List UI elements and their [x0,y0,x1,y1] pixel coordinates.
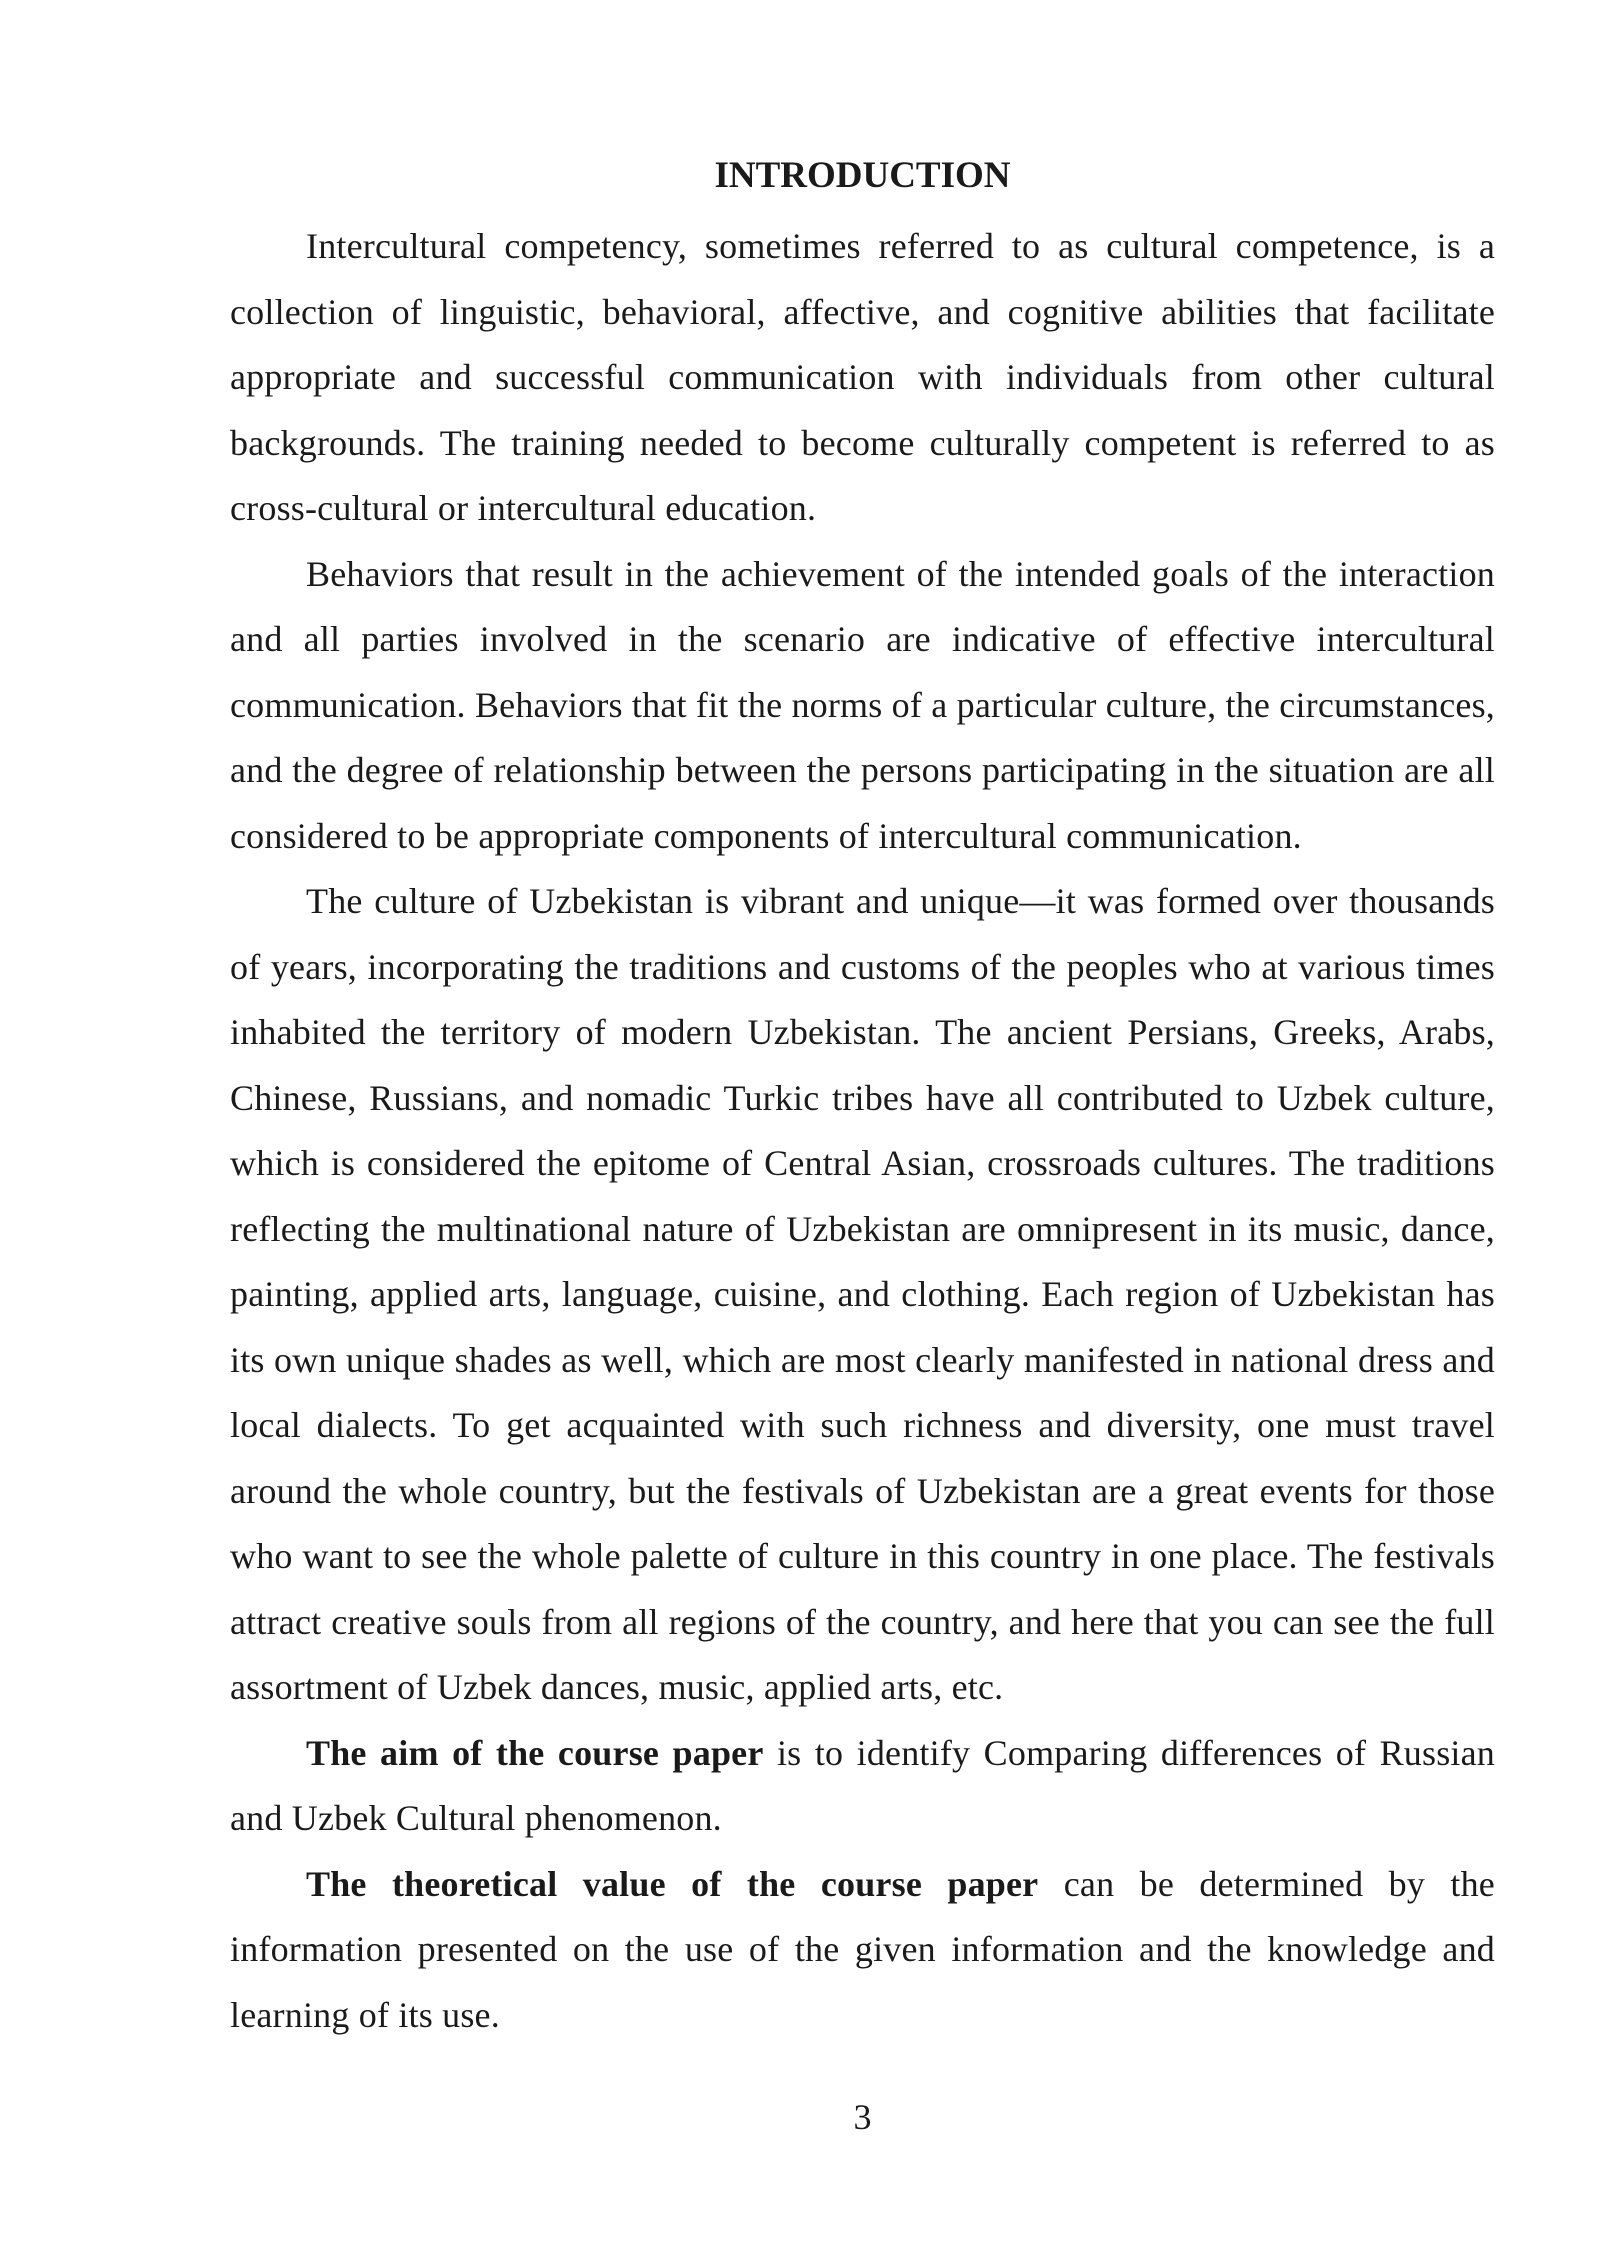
paragraph-bold-lead: The aim of the course paper [306,1732,764,1773]
page-content [230,150,1495,2048]
paragraph-theoretical-value [230,1852,1495,2049]
paragraph-text: The culture of Uzbekistan is vibrant and unique—it was formed over thousands of years, incorporating the traditions and customs of the peoples who at various times inhabited the territory of modern Uzbekistan. The ancient Persians, Greeks, Arabs, Chinese, Russians, and nomadic Turkic tribes have all contributed to Uzbek culture, which is considered the epitome of Central Asian, crossroads cultures. The traditions reflecting the multinational nature of Uzbekistan are omnipresent in its music, dance, painting, applied arts, language, cuisine, and clothing. Each region of Uzbekistan has its own unique shades as well, which are most clearly manifested in national dress and local dialects. To get acquainted with such richness and diversity, one must travel around the whole country, but the festivals of Uzbekistan are a great events for those who want to see the whole palette of culture in this country in one place. The festivals attract creative souls from all regions of the country, and here that you can see the full assortment of Uzbek dances, music, applied arts, etc. [230,881,1495,1707]
page-number: 3 [853,2097,872,2137]
paragraph-culture-of-uzbekistan [230,869,1495,1721]
paragraph-bold-lead: The theoretical value of the course paper [306,1863,1039,1904]
paragraph-effective-communication [230,542,1495,870]
paragraph-text: Intercultural competency, sometimes referred to as cultural competence, is a collection of linguistic, behavioral, affective, and cognitive abilities that facilitate appropriate and successful communication with individuals from other cultural backgrounds. The training needed to become culturally competent is referred to as cross-cultural or intercultural education. [230,226,1495,528]
paragraph-text: can be determined by the information presented on the use of the given information and the knowledge and learning of its use. [230,1863,1495,2035]
paragraph-text: Behaviors that result in the achievement of the intended goals of the interaction and all parties involved in the scenario are indicative of effective intercultural communication. Behaviors that fit the norms of a particular culture, the circumstances, and the degree of relationship between the persons participating in the situation are all considered to be appropriate components of intercultural communication. [230,553,1495,856]
paragraph-intercultural-competency [230,214,1495,542]
section-heading: INTRODUCTION [714,155,1011,196]
paragraph-text: is to identify Comparing differences of Russian and Uzbek Cultural phenomenon. [230,1732,1495,1838]
paragraph-aim [230,1721,1495,1852]
